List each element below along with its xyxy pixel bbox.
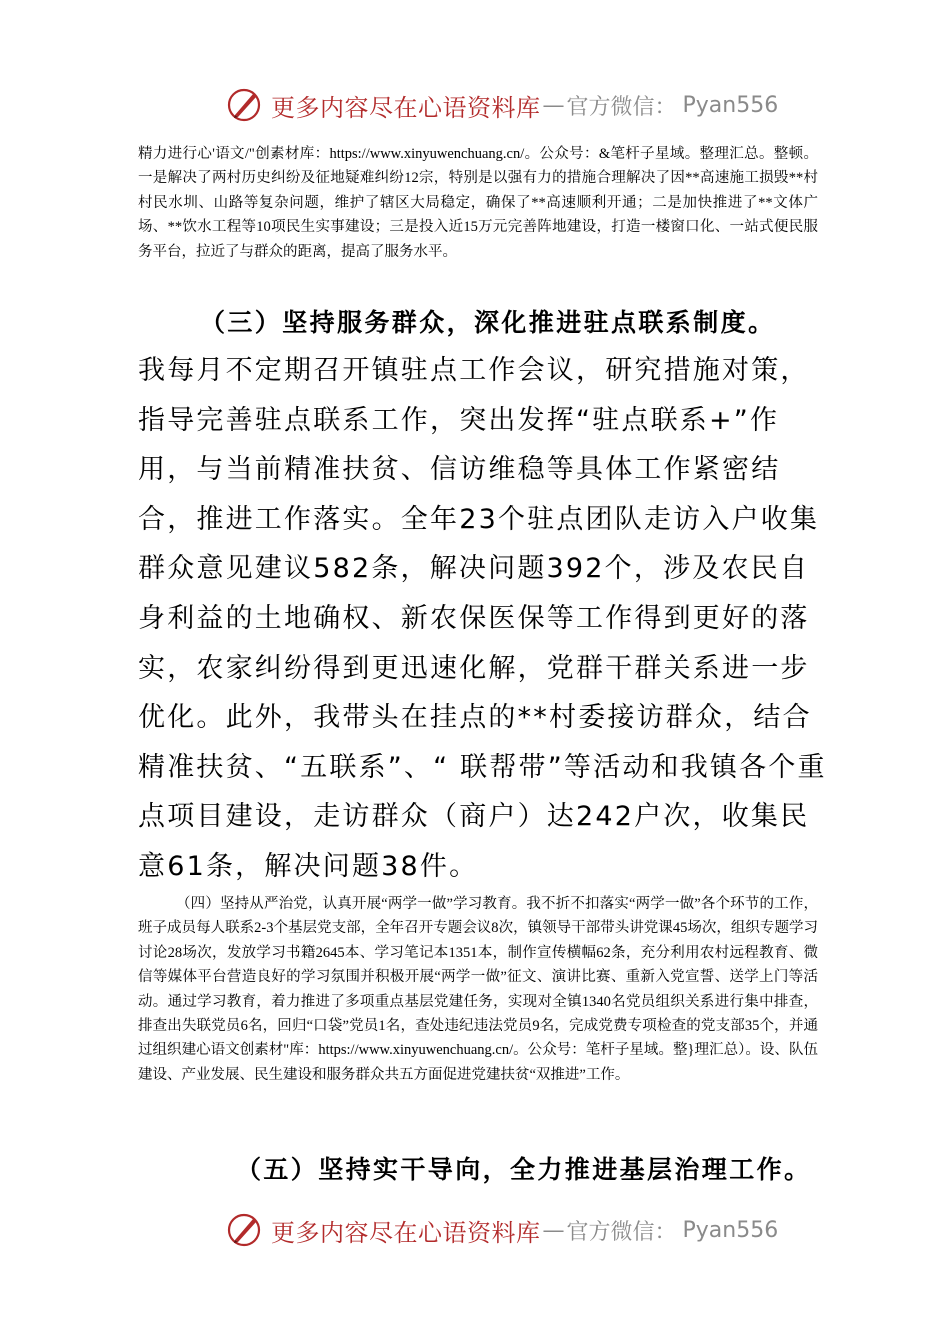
section-five-heading: （五）坚持实干导向，全力推进基层治理工作。 bbox=[236, 1155, 812, 1184]
banner-site-name: 更多内容尽在心语资料库 bbox=[271, 1218, 541, 1247]
section-three-body: 我每月不定期召开镇驻点工作会议，研究措施对策，指导完善驻点联系工作，突出发挥“驻点联系+”作用，与当前精准扶贫、信访维稳等具体工作紧密结合，推进工作落实。全年23个驻点团队走访入户收集群众意见建议582条，解决问题392个，涉及农民自身利益的土地确权、新农保医保等工作得到更好的落实，农家纠纷得到更迅速化解，党群干群关系进一步优化。此外，我带头在挂点的**村委接访群众，结合精准扶贫、“五联系”、“ 联帮带”等活动和我镇各个重点项目建设，走访群众（商户）达242户次，收集民意61条，解决问题38件。 bbox=[138, 355, 827, 882]
pen-circle-logo-icon bbox=[225, 1210, 265, 1250]
banner-wechat-account: Pyan556 bbox=[682, 1217, 779, 1243]
intro-paragraph: 精力进行心'语文/"创素材库：https://www.xinyuwenchuang.cn/。公众号：&笔杆子星域。整理汇总。整顿。一是解决了两村历史纠纷及征地疑难纠纷12宗，特别是以强有力的措施合理解决了因**高速施工损毁**村村民水圳、山路等复杂问题，维护了辖区大局稳定，确保了**高速顺利开通；二是加快推进了**文体广场、**饮水工程等10项民生实事建设；三是投入近15万元完善阵地建设，打造一楼窗口化、一站式便民服务平台，拉近了与群众的距离，提高了服务水平。 bbox=[138, 146, 818, 260]
banner-wechat-label: 官方微信： bbox=[566, 94, 677, 120]
banner-site-name: 更多内容尽在心语资料库 bbox=[271, 93, 541, 122]
footer-banner bbox=[225, 1207, 778, 1253]
section-four-paragraph: （四）坚持从严治党，认真开展“两学一做”学习教育。我不折不扣落实“两学一做”各个环节的工作，班子成员每人联系2-3个基层党支部，全年召开专题会议8次，镇领导干部带头讲党课45场次，组织专题学习讨论28场次，发放学习书籍2645本、学习笔记本1351本，制作宣传横幅62条，充分利用农村远程教育、微信等媒体平台营造良好的学习氛围并积极开展“两学一做”征文、演讲比赛、重新入党宣誓、送学上门等活动。通过学习教育，着力推进了多项重点基层党建任务，实现对全镇1340名党员组织关系进行集中排查，排查出失联党员6名，回归“口袋”党员1名，查处违纪违法党员9名，完成党费专项检查的党支部35个，并通过组织建心语文创素材"库：https://www.xinyuwenchuang.cn/。公众号：笔杆子星域。整}理汇总）。设、队伍建设、产业发展、民生建设和服务群众共五方面促进党建扶贫“双推进”工作。 bbox=[138, 896, 818, 1083]
pen-circle-logo-icon bbox=[225, 85, 265, 125]
banner-separator: — bbox=[542, 92, 565, 118]
banner-wechat-account: Pyan556 bbox=[682, 92, 779, 118]
banner-wechat-label: 官方微信： bbox=[566, 1219, 677, 1245]
header-banner bbox=[225, 82, 778, 128]
section-three-heading: （三）坚持服务群众，深化推进驻点联系制度。 bbox=[200, 308, 776, 337]
banner-separator: — bbox=[542, 1217, 565, 1243]
